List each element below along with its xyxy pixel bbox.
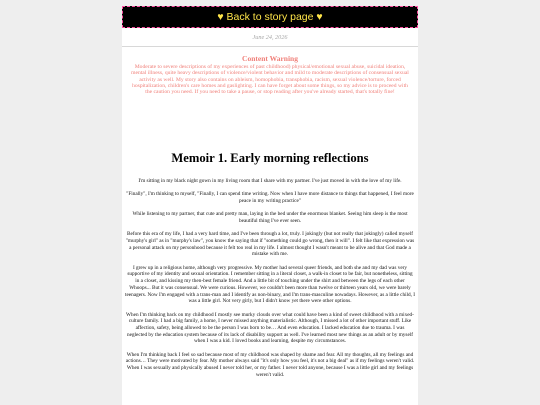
- paragraph: "Finally", I'm thinking to myself, "Finally, I can spend time writing. Now when I have more distance to things that happened, I feel more peace in my writing practice": [126, 191, 414, 204]
- paragraph: I grew up in a religious home, although very progressive. My mother had several queer friends, and both she and my dad was very supportive of my identity and sexual orientation. I remember sitting in a literal closet, a walk-in closet to be fair, but nonetheless, sitting in a closet, and kissing my then-best female friend. And a little bit of touching under the shirt and between the legs of each other Whoops... But it was consensual. We were curious. However, we couldn't been more than twelve or thirteen years old, we were barely teenagers. Now I'm engaged with a trans-man and I identify as non-binary, and I'm trans-masculine nowadays. However, as a little child, I was a little girl. Not very girly, but I didn't know yet there were other options.: [125, 264, 415, 305]
- paragraph: When I'm thinking back on my childhood I mostly see murky clouds over what could have been a kind of sweet childhood with a mixed-culture family. I had a big family, a home, I never missed anything materialistic. Although, I missed a lot of other important stuff. Like affection, safety, being allowed to be the person I was born to be… And even education. I lacked education due to trauma. I was neglected by the education system because of its lack of disability support as well. I've learned most new things as an adult or by myself when I was a kid. I loved books and learning, despite my circumstances.: [126, 311, 414, 345]
- paragraph: When I'm thinking back I feel so sad because most of my childhood was shaped by shame and fear. All my thoughts, all my feelings and actions… They were motivated by fear. My mother always said "it's only how you feel, it's not a big deal" as if my feelings weren't valid. When I was sexually and physically abused I never told her, or my father. I never told anyone, because I was a little girl and my feelings weren't valid.: [125, 351, 415, 378]
- back-to-story-label[interactable]: ♥ Back to story page ♥: [217, 11, 323, 23]
- story-page: [122, 6, 418, 405]
- paragraph: I'm sitting in my black night gown in my living room that I share with my partner. I've just moved in with the love of my life.: [138, 178, 402, 184]
- post-title: Memoir 1. Early morning reflections: [171, 151, 369, 165]
- content-warning-title: Content Warning: [242, 54, 298, 63]
- back-to-story-button[interactable]: [122, 6, 418, 28]
- post-date: June 24, 2026: [252, 34, 288, 41]
- post-body: [125, 178, 415, 385]
- content-warning-text: Moderate to severe descriptions of my experiences of past childhood) physical/emotional sexual abuse, suicidal ideation, mental illness, quite heavy descriptions of violence/violent behavior and mild to moderate descriptions of consensual sexual activity as well. My story also contains on ableism, homophobia, transphobia, racism, sexual violence/torture, forced hospitalization, children's care homes and gaslighting. I can have forget about some things, so my advice is to proceed with the caution you need. If you need to take a pause, or stop reading after you've already started, that's totally fine!: [131, 64, 409, 96]
- divider: [122, 46, 418, 47]
- paragraph: While listening to my partner, that cute and pretty man, laying in the bed under the enormous blanket. Seeing him sleep is the most beautiful thing I've ever seen.: [132, 211, 408, 224]
- paragraph: Before this era of my life, I had a very hard time, and I've been through a lot, truly. I jokingly (but not really that jokingly) called myself "murphy's girl" as in "murphy's law", you know the saying that if "something could go wrong, then it will". I felt like that expression was a personal attack on my personhood because it felt too real in my life. I almost thought I wasn't meant to be alive and that God made a mistake with me.: [125, 231, 415, 258]
